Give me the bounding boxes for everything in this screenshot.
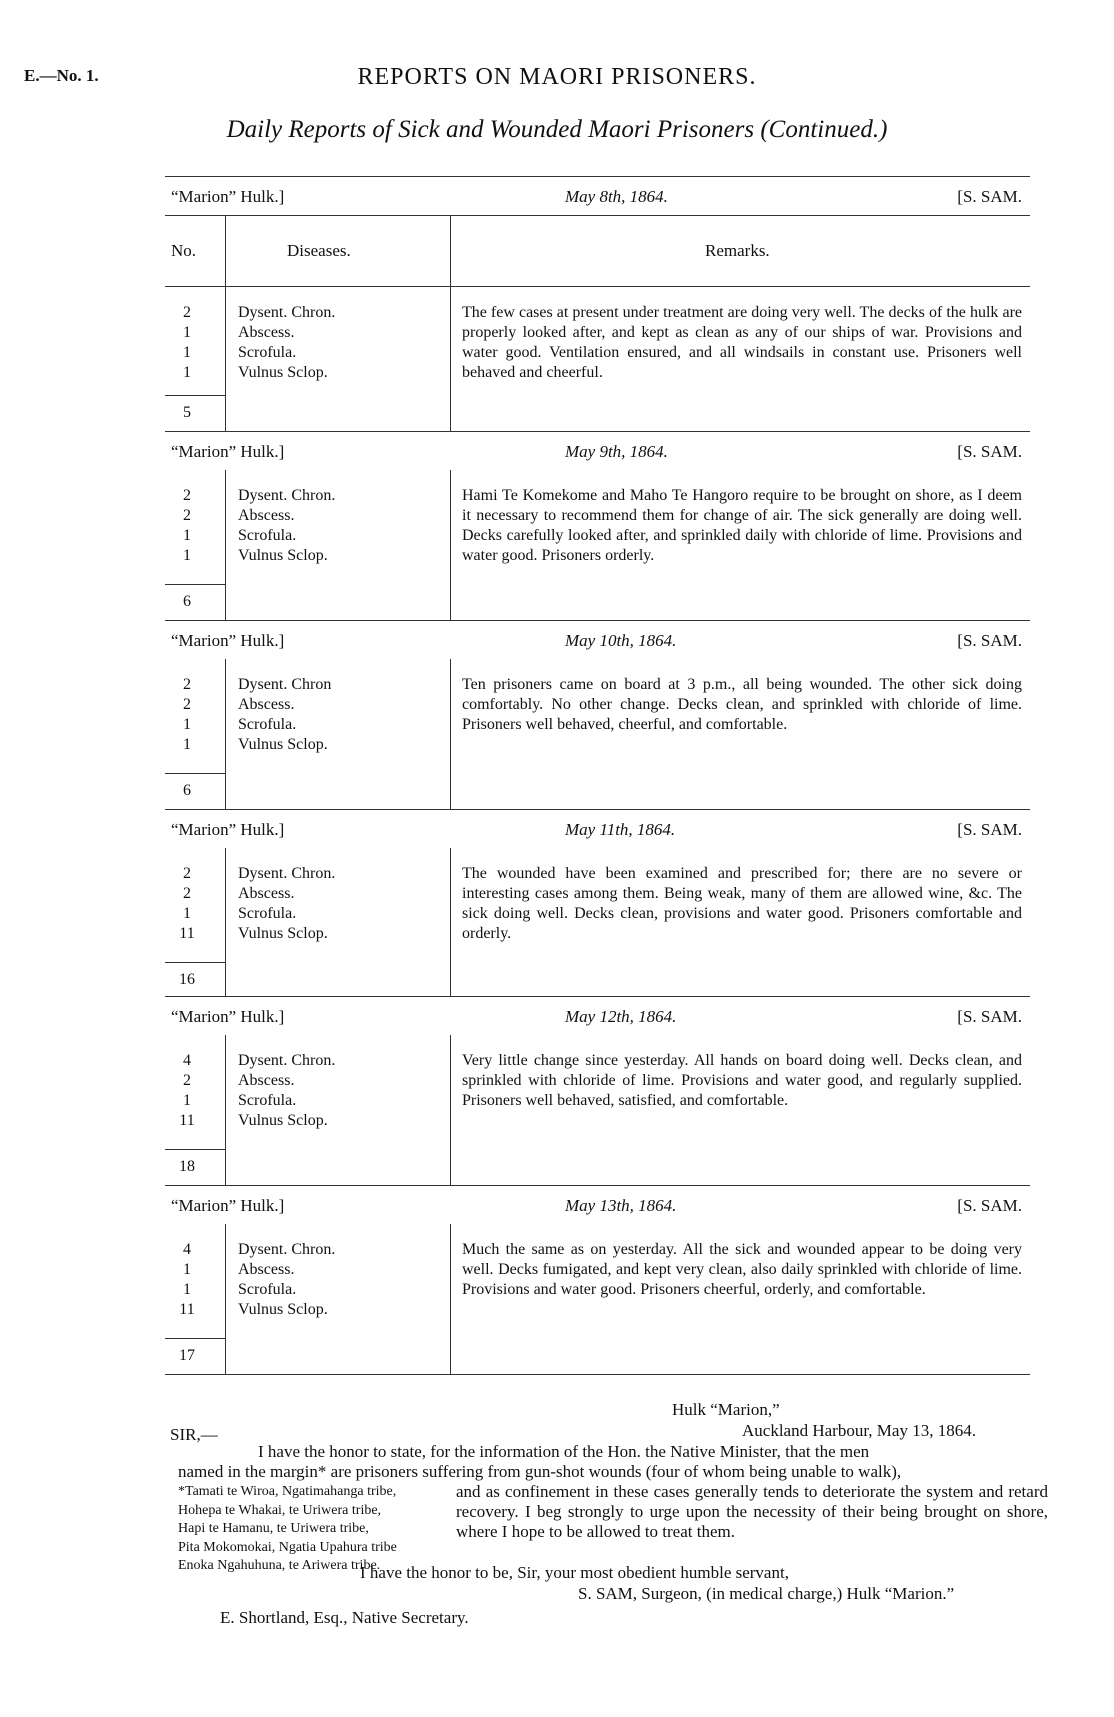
- entry-signature: [S. SAM.: [957, 442, 1022, 461]
- entry-body: [165, 1035, 1030, 1185]
- entry-header: [165, 432, 1030, 470]
- entry-total: 16: [179, 971, 195, 988]
- entry-total: 18: [179, 1158, 195, 1175]
- disease: Vulnus Sclop.: [238, 1112, 328, 1129]
- count: 1: [183, 1281, 191, 1298]
- entry-signature: [S. SAM.: [957, 1196, 1022, 1215]
- entry-remarks: The few cases at present under treatment are doing very well. The decks of the hulk are properly looked after, and kept as clean as any of our ships of war. Provisions and water good. Ventilation ensured, and all windsails in constant use. Prisoners well behaved and cheerful.: [462, 304, 1022, 381]
- letter-place-date: Auckland Harbour, May 13, 1864.: [742, 1421, 976, 1440]
- disease: Scrofula.: [238, 1281, 297, 1298]
- count: 4: [183, 1052, 191, 1069]
- entry-body: [165, 1224, 1030, 1374]
- entry-counts: [165, 486, 209, 566]
- entry-date: May 12th, 1864.: [565, 1007, 677, 1026]
- count: 2: [183, 507, 191, 524]
- count: 2: [183, 676, 191, 693]
- disease: Abscess.: [238, 696, 295, 713]
- entry-header: [165, 810, 1030, 848]
- report-entry: [165, 620, 1030, 809]
- count: 1: [183, 905, 191, 922]
- disease: Abscess.: [238, 507, 295, 524]
- count: 1: [183, 324, 191, 341]
- entry-counts: [165, 675, 209, 755]
- entry-diseases: [238, 675, 331, 755]
- column-headers: [165, 216, 1030, 287]
- disease: Scrofula.: [238, 905, 297, 922]
- entry-hulk: “Marion” Hulk.]: [171, 820, 285, 839]
- entry-body: [165, 287, 1030, 431]
- entry-date: May 10th, 1864.: [565, 631, 677, 650]
- count: 2: [183, 304, 191, 321]
- entry-date: May 8th, 1864.: [565, 187, 668, 206]
- report-entry: [165, 176, 1030, 431]
- entry-diseases: [238, 1051, 335, 1131]
- entry-diseases: [238, 303, 335, 383]
- report-entry: [165, 1185, 1030, 1375]
- count: 4: [183, 1241, 191, 1258]
- disease: Scrofula.: [238, 527, 297, 544]
- count: 1: [183, 364, 191, 381]
- entry-diseases: [238, 864, 335, 944]
- margin-note-names: [178, 1483, 397, 1576]
- count: 11: [179, 1301, 195, 1318]
- entry-total: 6: [183, 593, 191, 610]
- disease: Abscess.: [238, 324, 295, 341]
- report-entries: [165, 176, 1030, 1375]
- entry-remarks: Hami Te Komekome and Maho Te Hangoro require to be brought on shore, as I deem it necessary to recommend them for change of air. The sick generally are doing well. Decks carefully looked after, and sprinkled daily with chloride of lime. Provisions and water good. Prisoners orderly.: [462, 487, 1022, 564]
- entry-total: 6: [183, 782, 191, 799]
- count: 1: [183, 736, 191, 753]
- entry-diseases: [238, 1240, 335, 1320]
- entry-date: May 11th, 1864.: [565, 820, 676, 839]
- entry-counts: [165, 1051, 209, 1131]
- count: 11: [179, 925, 195, 942]
- col-diseases: Diseases.: [287, 241, 351, 260]
- entry-signature: [S. SAM.: [957, 187, 1022, 206]
- disease: Scrofula.: [238, 716, 297, 733]
- margin-name: *Tamati te Wiroa, Ngatimahanga tribe,: [178, 1484, 397, 1499]
- entry-date: May 9th, 1864.: [565, 442, 668, 461]
- disease: Dysent. Chron.: [238, 1241, 336, 1258]
- entry-total: 5: [183, 404, 191, 421]
- entry-diseases: [238, 486, 335, 566]
- entry-hulk: “Marion” Hulk.]: [171, 187, 285, 206]
- disease: Vulnus Sclop.: [238, 364, 328, 381]
- count: 2: [183, 487, 191, 504]
- report-entry: [165, 809, 1030, 996]
- entry-hulk: “Marion” Hulk.]: [171, 1007, 285, 1026]
- count: 11: [179, 1112, 195, 1129]
- letter-signature: S. SAM, Surgeon, (in medical charge,) Hulk “Marion.”: [578, 1584, 955, 1603]
- page-subtitle: Daily Reports of Sick and Wounded Maori Prisoners (Continued.): [226, 116, 888, 143]
- disease: Dysent. Chron.: [238, 865, 336, 882]
- entry-hulk: “Marion” Hulk.]: [171, 442, 285, 461]
- margin-name: Hohepa te Whakai, te Uriwera tribe,: [178, 1502, 382, 1518]
- disease: Vulnus Sclop.: [238, 736, 328, 753]
- disease: Scrofula.: [238, 344, 297, 361]
- margin-name: Enoka Ngahuhuna, te Ariwera tribe.: [178, 1558, 381, 1573]
- disease: Dysent. Chron.: [238, 1052, 336, 1069]
- disease: Vulnus Sclop.: [238, 1301, 328, 1318]
- entry-signature: [S. SAM.: [957, 1007, 1022, 1026]
- disease: Abscess.: [238, 1261, 295, 1278]
- entry-body: [165, 659, 1030, 809]
- count: 1: [183, 1092, 191, 1109]
- disease: Vulnus Sclop.: [238, 547, 328, 564]
- entry-counts: [165, 864, 209, 944]
- count: 2: [183, 865, 191, 882]
- count: 1: [183, 716, 191, 733]
- count: 2: [183, 696, 191, 713]
- entry-remarks: The wounded have been examined and prescribed for; there are no severe or interesting cases among them. Being weak, many of them are allowed wine, &c. The sick doing well. Decks clean, provisions and water good. Prisoners comfortable and orderly.: [462, 865, 1022, 942]
- entry-hulk: “Marion” Hulk.]: [171, 631, 285, 650]
- entry-date: May 13th, 1864.: [565, 1196, 677, 1215]
- entry-header: [165, 997, 1030, 1035]
- letter-addressee: E. Shortland, Esq., Native Secretary.: [220, 1608, 469, 1627]
- disease: Scrofula.: [238, 1092, 297, 1109]
- report-entry: [165, 996, 1030, 1185]
- letter-salutation: SIR,—: [170, 1425, 218, 1444]
- count: 1: [183, 344, 191, 361]
- entry-counts: [165, 1240, 209, 1320]
- entry-remarks: Ten prisoners came on board at 3 p.m., all being wounded. The other sick doing comfortably. No other change. Decks clean, and sprinkled with chloride of lime. Prisoners well behaved, cheerful, and comfortable.: [462, 676, 1022, 733]
- entry-header: [165, 1186, 1030, 1224]
- letter-paragraph-rest: and as confinement in these cases generally tends to deteriorate the system and retard recovery. I beg strongly to urge upon the necessity of their being brought on shore, where I hope to be allowed to treat them.: [456, 1482, 1048, 1541]
- disease: Abscess.: [238, 1072, 295, 1089]
- entry-total: 17: [179, 1347, 195, 1364]
- entry-counts: [165, 303, 209, 383]
- entry-signature: [S. SAM.: [957, 631, 1022, 650]
- count: 1: [183, 547, 191, 564]
- entry-header: [165, 621, 1030, 659]
- disease: Vulnus Sclop.: [238, 925, 328, 942]
- letter-paragraph-line1: I have the honor to state, for the information of the Hon. the Native Minister, that the men: [258, 1442, 870, 1461]
- disease: Dysent. Chron.: [238, 304, 336, 321]
- document-reference: E.—No. 1.: [24, 66, 99, 85]
- margin-name: Hapi te Hamanu, te Uriwera tribe,: [178, 1521, 369, 1536]
- page-title: REPORTS ON MAORI PRISONERS.: [357, 64, 757, 90]
- disease: Dysent. Chron.: [238, 487, 336, 504]
- count: 2: [183, 885, 191, 902]
- letter-paragraph-line2: named in the margin* are prisoners suffering from gun-shot wounds (four of whom being unable to walk),: [178, 1462, 902, 1481]
- col-no: No.: [171, 241, 197, 260]
- entry-hulk: “Marion” Hulk.]: [171, 1196, 285, 1215]
- margin-name: Pita Mokomokai, Ngatia Upahura tribe: [178, 1539, 397, 1555]
- entry-body: [165, 470, 1030, 620]
- disease: Dysent. Chron: [238, 676, 332, 693]
- count: 1: [183, 1261, 191, 1278]
- report-entry: [165, 431, 1030, 620]
- letter-hulk: Hulk “Marion,”: [672, 1400, 780, 1419]
- letter-closing: I have the honor to be, Sir, your most obedient humble servant,: [360, 1563, 789, 1582]
- entry-signature: [S. SAM.: [957, 820, 1022, 839]
- count: 2: [183, 1072, 191, 1089]
- entry-header: [165, 177, 1030, 215]
- entry-remarks: Much the same as on yesterday. All the sick and wounded appear to be doing very well. Decks fumigated, and kept very clean, also daily sprinkled with chloride of lime. Provisions and water good. Prisoners cheerful, orderly, and comfortable.: [462, 1241, 1022, 1298]
- col-remarks: Remarks.: [705, 241, 770, 260]
- entry-remarks: Very little change since yesterday. All hands on board doing well. Decks clean, and sprinkled with chloride of lime. Provisions and water good, and regularly supplied. Prisoners well behaved, satisfied, and comfortable.: [462, 1052, 1022, 1109]
- disease: Abscess.: [238, 885, 295, 902]
- count: 1: [183, 527, 191, 544]
- entry-body: [165, 848, 1030, 996]
